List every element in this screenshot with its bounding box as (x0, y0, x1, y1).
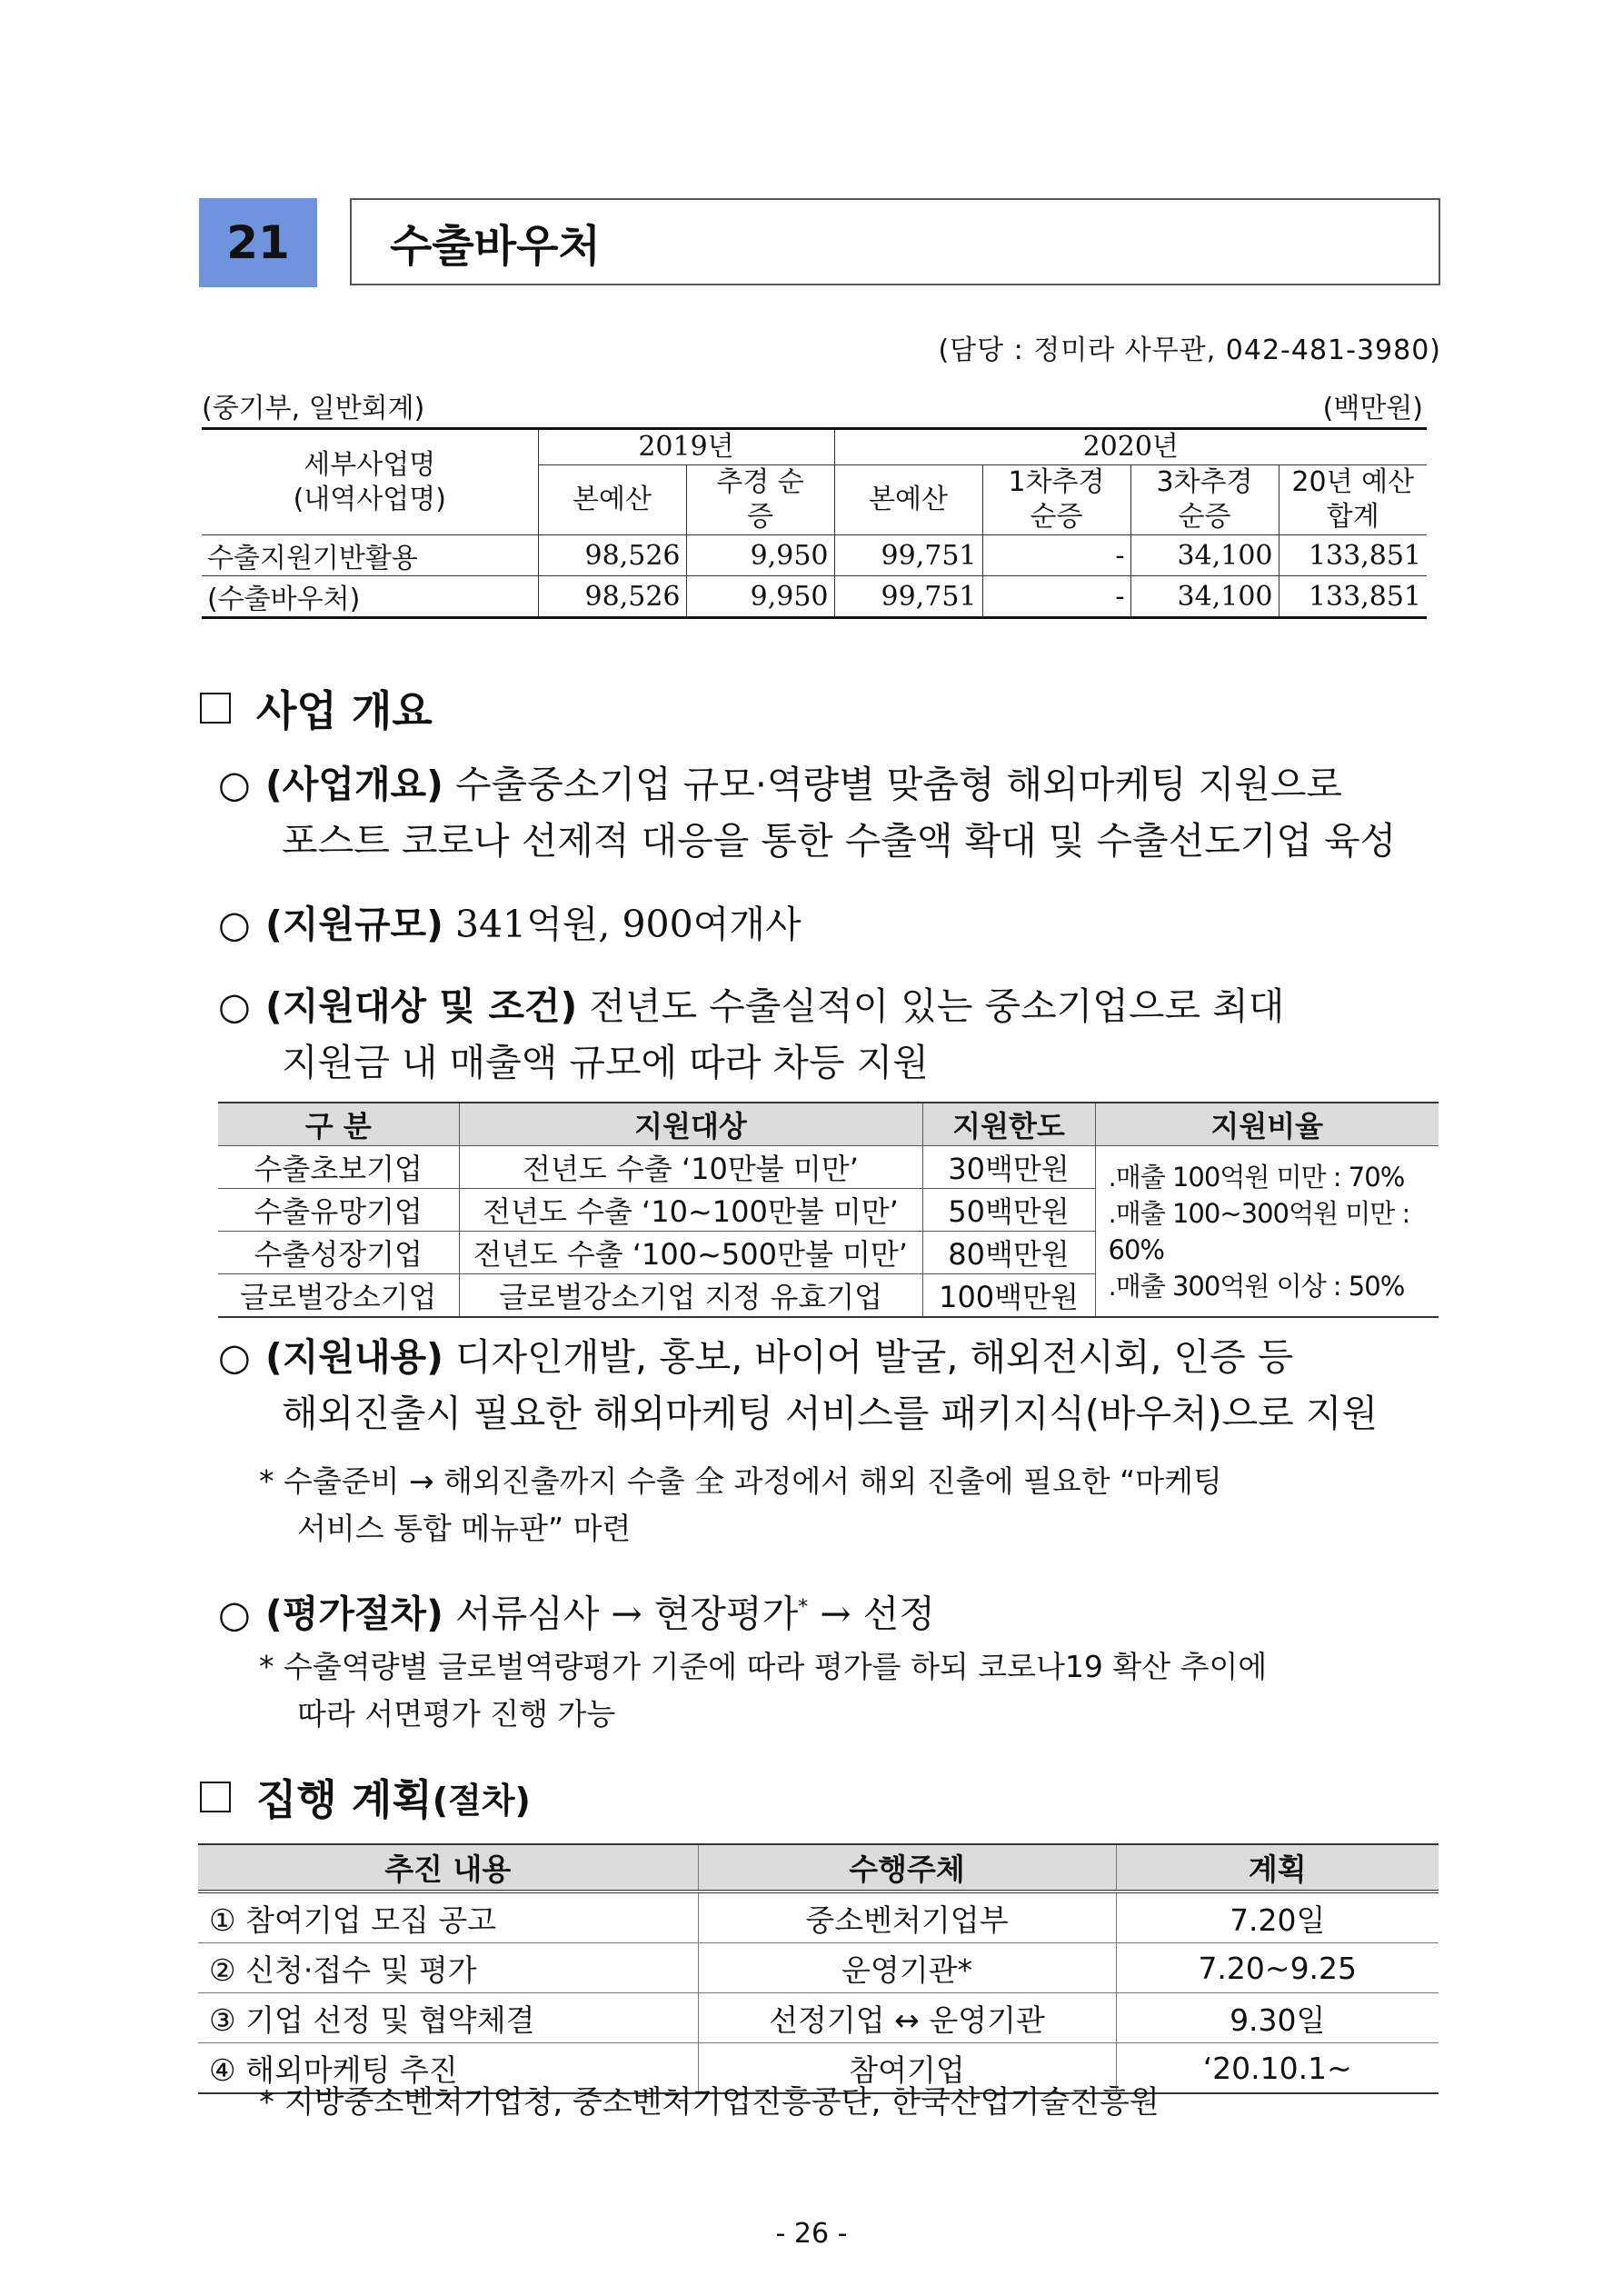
bullet-text: 서류심사 → 현장평가 (443, 1592, 799, 1636)
cell: 9,950 (686, 535, 834, 576)
budget-table (202, 427, 1427, 619)
cell: 50백만원 (922, 1189, 1095, 1232)
cell: 9,950 (686, 576, 834, 618)
section-heading-plan (200, 1767, 531, 1827)
bullet-label: (평가절차) (265, 1592, 443, 1636)
sub-header: 20년 예산 합계 (1279, 465, 1427, 535)
header-cell: 지원비율 (1095, 1103, 1439, 1146)
cell: 133,851 (1279, 576, 1427, 618)
circle-bullet-icon: ○ (218, 984, 251, 1028)
header-cell: 계획 (1116, 1844, 1439, 1892)
bullet-label: (지원대상 및 조건) (265, 984, 578, 1028)
note-evaluation (259, 1643, 1440, 1738)
cell: 전년도 수출 ‘10~100만불 미만’ (459, 1189, 922, 1232)
cell: 글로벌강소기업 (218, 1274, 459, 1318)
cell: 30백만원 (922, 1146, 1095, 1189)
unit-label: (백만원) (1322, 393, 1423, 424)
cell: - (982, 576, 1130, 618)
bullet-text: 전년도 수출실적이 있는 중소기업으로 최대 (577, 984, 1285, 1028)
plan-footnote: * 지방중소벤처기업청, 중소벤처기업진흥공단, 한국산업기술진흥원 (259, 2084, 1160, 2121)
table-row (202, 535, 1427, 576)
bullet-label: (지원규모) (265, 903, 443, 946)
circle-bullet-icon: ○ (218, 1592, 251, 1636)
header-cell: 추진 내용 (198, 1844, 698, 1892)
bullet-text: 수출중소기업 규모·역량별 맞춤형 해외마케팅 지원으로 (443, 763, 1343, 806)
section-number: 21 (199, 198, 317, 287)
bullet-overview (218, 756, 1440, 869)
cell: ② 신청·접수 및 평가 (198, 1943, 698, 1993)
cell: 참여기업 (698, 2043, 1116, 2094)
ratio-line: .매출 100~300억원 미만 : 60% (1108, 1197, 1410, 1265)
sub-header: 본예산 (538, 465, 686, 535)
cell: 수출초보기업 (218, 1146, 459, 1189)
col-name-line2: (내역사업명) (293, 483, 446, 515)
cell: ④ 해외마케팅 추진 (198, 2043, 698, 2094)
bullet-label: (사업개요) (265, 763, 443, 806)
note-text: * 수출준비 → 해외진출까지 수출 全 과정에서 해외 진출에 필요한 “마케팅 (259, 1463, 1222, 1499)
circle-bullet-icon: ○ (218, 763, 251, 806)
cell: - (982, 535, 1130, 576)
cell: 34,100 (1130, 576, 1279, 618)
page-title: 수출바우처 (350, 198, 1440, 285)
ministry-label: (중기부, 일반회계) (202, 393, 425, 424)
table-row (202, 576, 1427, 618)
sub-header: 추경 순증 (686, 465, 834, 535)
support-table (218, 1102, 1439, 1318)
cell: 7.20~9.25 (1116, 1943, 1439, 1993)
sub-header: 본예산 (834, 465, 982, 535)
cell: 99,751 (834, 535, 982, 576)
col-name-header (202, 429, 538, 535)
row-name: (수출바우처) (207, 584, 361, 615)
col-name-line1: 세부사업명 (304, 448, 436, 481)
cell: 9.30일 (1116, 1993, 1439, 2043)
cell: 80백만원 (922, 1232, 1095, 1274)
cell: 34,100 (1130, 535, 1279, 576)
bullet-text: 디자인개발, 홍보, 바이어 발굴, 해외전시회, 인증 등 (443, 1335, 1294, 1379)
cell: 99,751 (834, 576, 982, 618)
cell: 전년도 수출 ‘10만불 미만’ (459, 1146, 922, 1189)
bullet-target (218, 978, 1440, 1091)
header-cell: 지원대상 (459, 1103, 922, 1146)
cell: 100백만원 (922, 1274, 1095, 1318)
bullet-evaluation (218, 1580, 1440, 1642)
page-number: - 26 - (775, 2218, 848, 2250)
note-text-cont: 서비스 통합 메뉴판” 마련 (297, 1511, 632, 1546)
checkbox-square-icon (200, 1782, 231, 1812)
cell: 중소벤처기업부 (698, 1892, 1116, 1943)
section-title: 집행 계획 (256, 1775, 433, 1824)
bullet-text: → 선정 (808, 1592, 935, 1636)
bullet-text-cont: 해외진출시 필요한 해외마케팅 서비스를 패키지식(바우처)으로 지원 (282, 1392, 1379, 1435)
ratio-line: .매출 300억원 이상 : 50% (1108, 1270, 1405, 1302)
contact-info: (담당 : 정미라 사무관, 042-481-3980) (938, 334, 1441, 366)
bullet-text-cont: 지원금 내 매출액 규모에 따라 차등 지원 (282, 1041, 929, 1084)
cell: ‘20.10.1~ (1116, 2043, 1439, 2094)
plan-table (198, 1843, 1439, 2094)
header-cell: 구 분 (218, 1103, 459, 1146)
bullet-label: (지원내용) (265, 1335, 443, 1379)
table-row (218, 1146, 1439, 1189)
year-2020-header: 2020년 (834, 429, 1427, 465)
cell: 98,526 (538, 576, 686, 618)
ratio-line: .매출 100억원 미만 : 70% (1108, 1161, 1405, 1193)
cell: 글로벌강소기업 지정 유효기업 (459, 1274, 922, 1318)
checkbox-square-icon (200, 693, 231, 724)
cell: 133,851 (1279, 535, 1427, 576)
cell: 전년도 수출 ‘100~500만불 미만’ (459, 1232, 922, 1274)
bullet-text-cont: 포스트 코로나 선제적 대응을 통한 수출액 확대 및 수출선도기업 육성 (282, 819, 1397, 863)
bullet-scale (218, 896, 1440, 953)
bullet-text: 341억원, 900여개사 (443, 903, 802, 946)
year-2019-header: 2019년 (538, 429, 834, 465)
sub-header: 1차추경 순증 (982, 465, 1130, 535)
section-title-sub: (절차) (432, 1780, 531, 1821)
header-cell: 지원한도 (922, 1103, 1095, 1146)
table-row (198, 1993, 1439, 2043)
section-title: 사업 개요 (256, 686, 433, 735)
header-cell: 수행주체 (698, 1844, 1116, 1892)
ratio-cell (1095, 1146, 1439, 1318)
bullet-content (218, 1329, 1440, 1442)
cell: 98,526 (538, 535, 686, 576)
cell: 수출성장기업 (218, 1232, 459, 1274)
table-row (198, 1892, 1439, 1943)
cell: ③ 기업 선정 및 협약체결 (198, 1993, 698, 2043)
cell: 선정기업 ↔ 운영기관 (698, 1993, 1116, 2043)
footnote-mark: * (798, 1596, 809, 1619)
note-content (259, 1458, 1440, 1552)
cell: ① 참여기업 모집 공고 (198, 1892, 698, 1943)
note-text-cont: 따라 서면평가 진행 가능 (297, 1696, 616, 1732)
cell: 수출유망기업 (218, 1189, 459, 1232)
cell: 7.20일 (1116, 1892, 1439, 1943)
circle-bullet-icon: ○ (218, 903, 251, 946)
sub-header: 3차추경 순증 (1130, 465, 1279, 535)
table-row (198, 1943, 1439, 1993)
circle-bullet-icon: ○ (218, 1335, 251, 1379)
row-name: 수출지원기반활용 (202, 535, 538, 576)
note-text: * 수출역량별 글로벌역량평가 기준에 따라 평가를 하되 코로나19 확산 추이에 (259, 1649, 1268, 1684)
section-heading-overview (200, 678, 433, 738)
cell: 운영기관* (698, 1943, 1116, 1993)
